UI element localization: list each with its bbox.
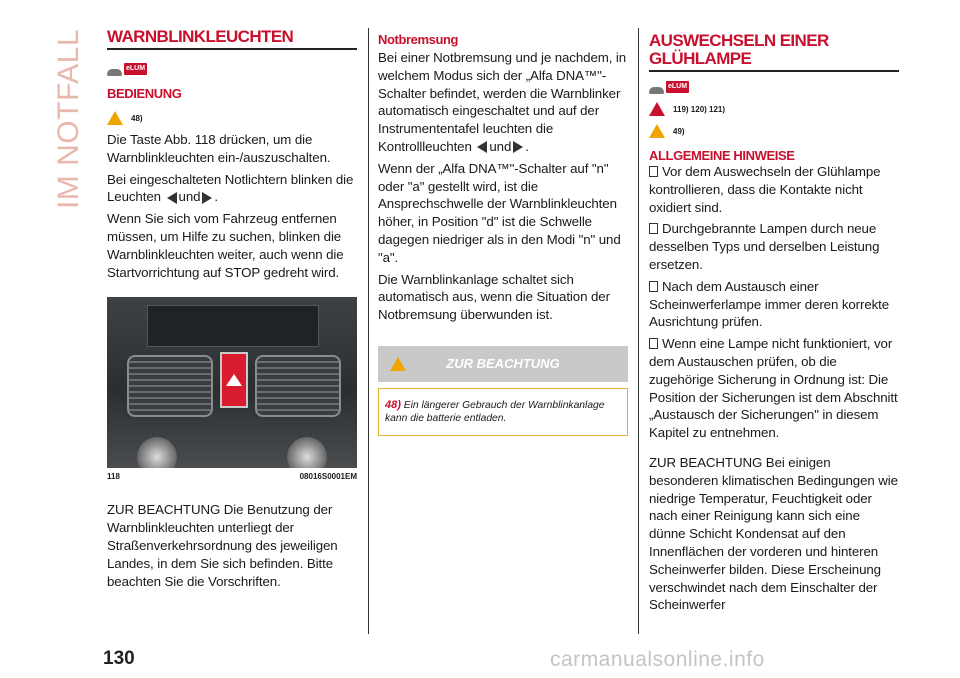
air-vent-left (127, 355, 213, 417)
infotainment-screen (147, 305, 319, 347)
elum-label: eLUM (124, 63, 147, 75)
checkbox-bullet-icon (649, 166, 658, 177)
climate-knob-left (137, 437, 177, 468)
column-divider (368, 28, 369, 634)
car-icon (107, 69, 122, 76)
subheading: Notbremsung (378, 32, 459, 47)
column-warnblinkleuchten (107, 28, 357, 594)
warning-ref-number: 119) 120) 121) (673, 104, 726, 114)
note-text: Ein längerer Gebrauch der Warnblinkanlage kann die batterie entladen. (385, 399, 605, 424)
paragraph: Die Taste Abb. 118 drücken, um die Warnblinkleuchten ein-/auszuschalten. (107, 132, 331, 165)
paragraph: ZUR BEACHTUNG Die Benutzung der Warnblinkleuchten unterliegt der Straßenverkehrsordnung des jeweiligen Landes, in dem Sie sich befinden. Bitte beachten Sie die Vorschriften. (107, 502, 338, 589)
checkbox-bullet-icon (649, 281, 658, 292)
text: Bei einer Notbremsung und je nachdem, in welchem Modus sich der „Alfa DNA™"-Schalter befindet, werden die Warnblinker automatisch eingeschaltet und auf der Instrumententafel leuchten die Kontrollleuchten (378, 50, 627, 154)
climate-knob-right (287, 437, 327, 468)
figure-caption (107, 472, 357, 481)
warning-triangle-icon (649, 124, 665, 138)
bullet-item (649, 278, 899, 331)
paragraph: Wenn Sie sich vom Fahrzeug entfernen müssen, um Hilfe zu suchen, blinken die Warnblinkleuchten weiter, auch wenn die Startvorrichtung auf STOP gedreht wird. (107, 211, 344, 280)
elum-badge (107, 60, 357, 78)
turn-left-indicator-icon (477, 141, 487, 153)
watermark: carmanualsonline.info (550, 648, 765, 671)
bullet-item (649, 220, 899, 273)
heading-line: AUSWECHSELN EINER (649, 31, 829, 50)
heading-rule (649, 70, 899, 72)
section-heading (649, 32, 899, 68)
turn-right-indicator-icon (202, 192, 212, 204)
text: und (178, 189, 201, 205)
danger-reference (649, 100, 899, 118)
paragraph: Die Warnblinkanlage schaltet sich automatisch aus, wenn die Situation der Notbremsung überwunden ist. (378, 271, 610, 323)
page-number: 130 (103, 648, 135, 669)
chapter-sidebar (52, 24, 86, 214)
dashboard-photo (107, 297, 357, 468)
turn-right-indicator-icon (513, 141, 523, 153)
hazard-button-icon (220, 352, 248, 408)
warning-ref-number: 49) (673, 126, 685, 136)
bullet-text: Nach dem Austausch einer Scheinwerferlampe immer deren korrekte Ausrichtung prüfen. (649, 278, 890, 330)
turn-left-indicator-icon (167, 192, 177, 204)
paragraph (107, 171, 357, 207)
column-divider (638, 28, 639, 634)
bullet-text: Vor dem Auswechseln der Glühlampe kontrollieren, dass die Kontakte nicht oxidiert sind. (649, 164, 881, 215)
note-number: 48) (385, 398, 401, 411)
text: und (489, 138, 512, 154)
warning-reference (107, 109, 357, 127)
heading-rule (107, 48, 357, 50)
warning-reference (649, 122, 899, 140)
chapter-label: IM NOTFALL (52, 28, 85, 210)
warning-ref-number: 48) (131, 113, 143, 123)
figure-number: 118 (107, 472, 120, 482)
subheading: ALLGEMEINE HINWEISE (649, 148, 795, 163)
section-heading: WARNBLINKLEUCHTEN (107, 27, 294, 46)
column-gluehlampe (649, 32, 899, 618)
danger-triangle-icon (649, 102, 665, 116)
warning-triangle-icon (390, 357, 406, 371)
figure-118 (107, 297, 357, 481)
bullet-item (649, 163, 899, 216)
paragraph (378, 49, 628, 156)
paragraph: ZUR BEACHTUNG Bei einigen besonderen klimatischen Bedingungen wie niedrige Temperatur, Feuchtigkeit oder nach einer Reinigung kann sich eine dünne Schicht Kondensat auf den Innenflächen der vorderen und hinteren Scheinwerfer bilden. Diese Erscheinung verschwindet nach dem Einschalter der Scheinwerfer (649, 454, 898, 613)
checkbox-bullet-icon (649, 338, 658, 349)
warning-triangle-icon (107, 111, 123, 125)
bullet-item (649, 335, 899, 442)
car-icon (649, 87, 664, 94)
text: Bei eingeschalteten Notlichtern blinken die Leuchten (107, 171, 354, 205)
figure-code: 08016S0001EM (299, 472, 357, 482)
air-vent-right (255, 355, 341, 417)
elum-badge (649, 78, 899, 96)
column-notbremsung (378, 32, 628, 436)
warning-note (378, 388, 628, 436)
elum-label: eLUM (666, 81, 689, 93)
paragraph: Wenn der „Alfa DNA™"-Schalter auf "n" oder "a" gestellt wird, ist die Ansprechschwelle der Warnblinkleuchten höher, in Position "d" ist die Schwelle dagegen niedriger als in den Modi "n" und "a". (378, 160, 621, 265)
bullet-text: Durchgebrannte Lampen durch neue desselben Typs und derselben Leistung ersetzen. (649, 221, 880, 272)
warning-box-header (378, 346, 628, 382)
text: . (525, 138, 529, 154)
heading-line: GLÜHLAMPE (649, 49, 752, 68)
text: . (214, 189, 219, 205)
subheading: BEDIENUNG (107, 86, 182, 101)
bullet-text: Wenn eine Lampe nicht funktioniert, vor dem Austauschen prüfen, ob die zugehörige Sicherung in Ordnung ist: Die Position der Sicherungen ist dem Abschnitt „Austausch der Sicherungen" in diesem Kapitel zu entnehmen. (649, 336, 898, 441)
warning-box-title: ZUR BEACHTUNG (446, 356, 560, 372)
checkbox-bullet-icon (649, 223, 658, 234)
